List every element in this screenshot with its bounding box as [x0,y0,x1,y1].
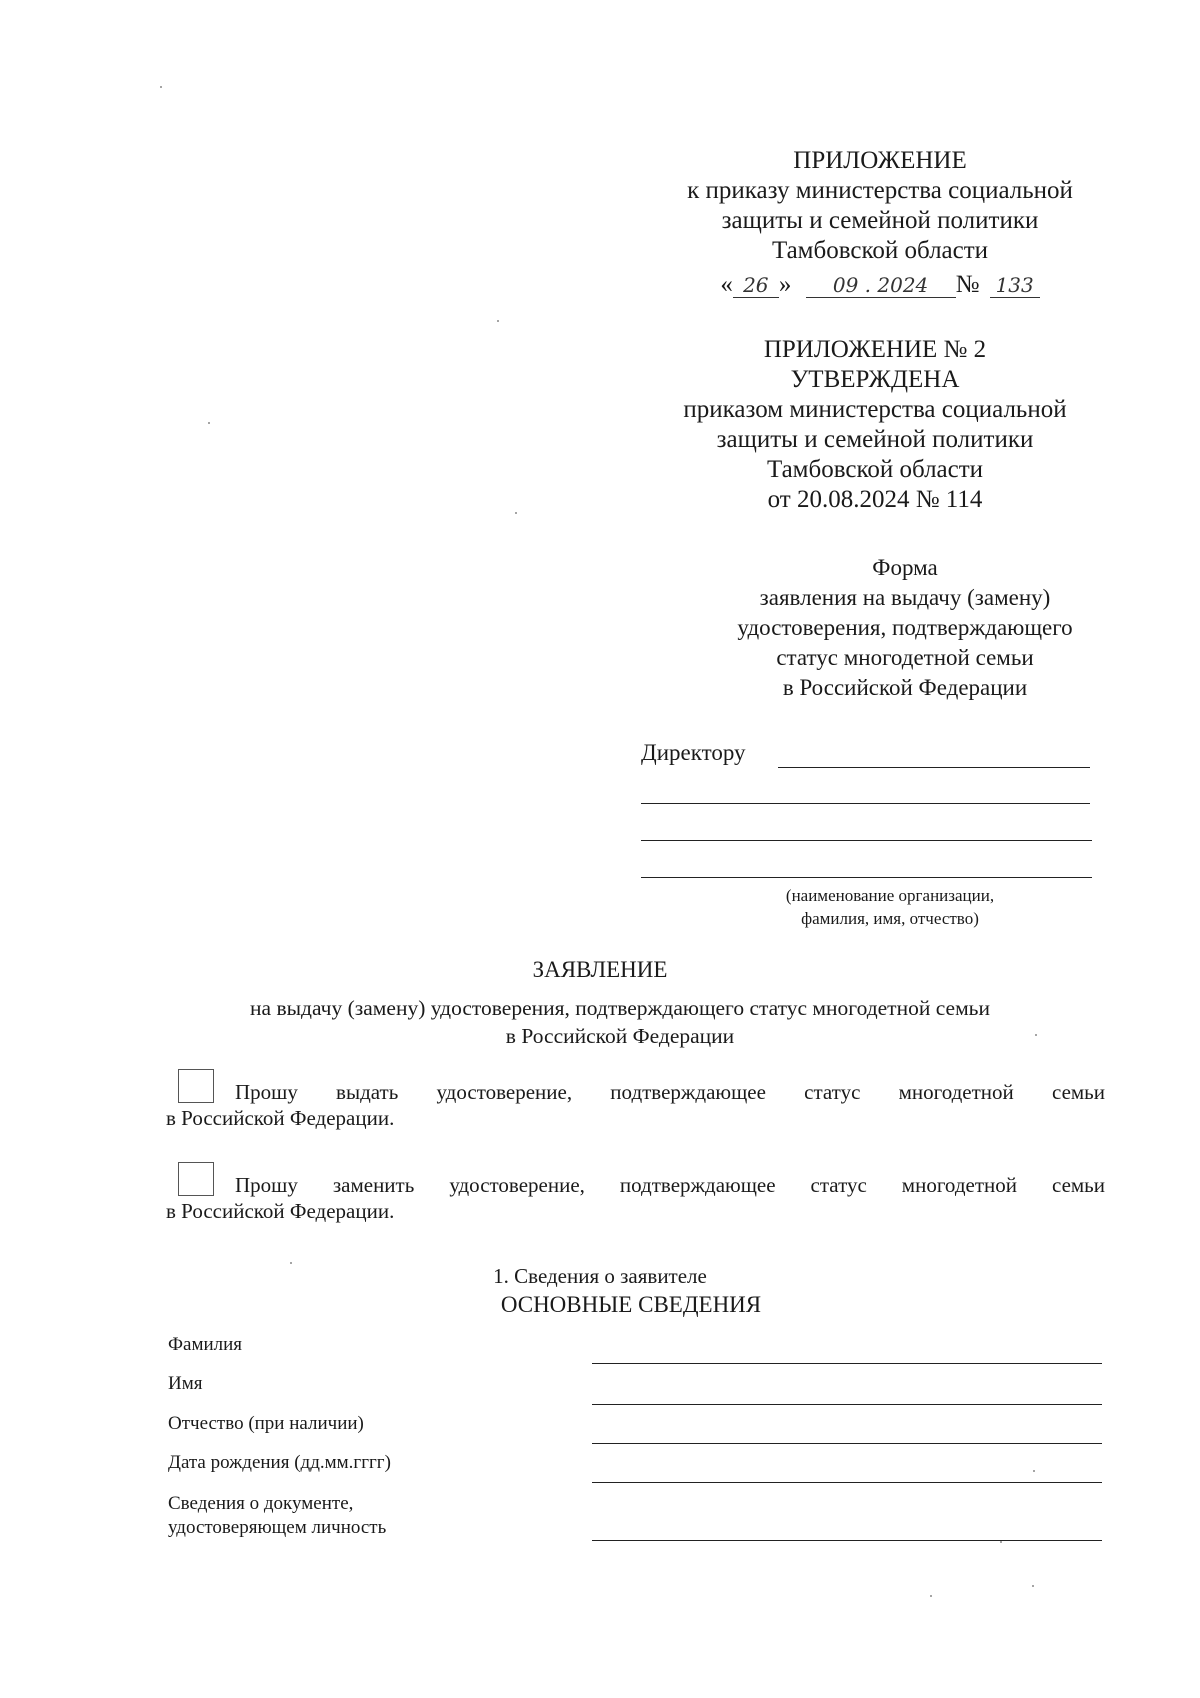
appendix2-block [620,335,1130,515]
scan-speck [1033,1470,1035,1472]
field-label-id-document-line: удостоверяющем личность [168,1517,387,1538]
issue-option-text: Прошу выдать удостоверение, подтверждающее статус многодетной семьи [235,1080,1105,1104]
form-caption-line: Форма [872,555,938,580]
addressee-field-line[interactable] [641,840,1092,841]
date-close-quote: » [778,271,792,298]
scan-speck [1000,1541,1002,1543]
addressee-field-line[interactable] [641,803,1090,804]
date-day: 26 [733,273,779,298]
field-label-birthdate: Дата рождения (дд.мм.гггг) [168,1452,391,1473]
appendix2-line: от 20.08.2024 № 114 [767,486,983,513]
addressee-label: Директору [641,740,746,765]
scan-speck [515,512,517,514]
appendix-title: ПРИЛОЖЕНИЕ [793,147,967,174]
replace-option-text-cont: в Российской Федерации. [166,1199,395,1223]
appendix2-line: Тамбовской области [766,456,984,483]
addressee-hint-line: фамилия, имя, отчество) [801,909,979,928]
replace-option-text: Прошу заменить удостоверение, подтверждающее статус многодетной семьи [235,1173,1105,1197]
form-caption [680,553,1130,703]
statement-subtitle-line: на выдачу (замену) удостоверения, подтверждающего статус многодетной семьи [250,996,990,1020]
appendix-line: Тамбовской области [771,237,989,264]
scan-speck [1035,1034,1037,1036]
date-month-year: 09 . 2024 [806,273,956,298]
replace-checkbox[interactable] [178,1162,214,1196]
form-caption-line: удостоверения, подтверждающего [737,615,1073,640]
scan-speck [208,422,210,424]
birthdate-input-line[interactable] [592,1482,1102,1483]
addressee-hint [730,884,1050,930]
field-label-id-document-line: Сведения о документе, [168,1493,354,1514]
scan-speck [930,1595,932,1597]
addressee-field-line[interactable] [778,767,1090,768]
statement-subtitle [150,994,1090,1050]
name-input-line[interactable] [592,1404,1102,1405]
issue-option-text-cont: в Российской Федерации. [166,1106,395,1130]
statement-title: ЗАЯВЛЕНИЕ [532,957,668,982]
form-caption-line: в Российской Федерации [782,675,1028,700]
form-caption-line: заявления на выдачу (замену) [759,585,1051,610]
field-label-id-document [168,1492,386,1540]
date-open-quote: « [720,271,733,298]
section1-title: 1. Сведения о заявителе [493,1264,707,1288]
number-sign: № [955,271,980,298]
scan-speck [160,86,162,88]
appendix-date-line [620,270,1140,300]
scan-speck [497,320,499,322]
surname-input-line[interactable] [592,1363,1102,1364]
id-document-input-line[interactable] [592,1540,1102,1541]
appendix2-approved: УТВЕРЖДЕНА [790,366,960,393]
appendix2-title: ПРИЛОЖЕНИЕ № 2 [763,336,987,363]
scan-speck [290,1262,292,1264]
appendix2-line: защиты и семейной политики [716,426,1034,453]
scan-speck [1032,1585,1034,1587]
field-label-surname: Фамилия [168,1334,243,1355]
order-number: 133 [990,273,1040,298]
appendix2-line: приказом министерства социальной [683,396,1067,423]
form-caption-line: статус многодетной семьи [776,645,1034,670]
statement-subtitle-line: в Российской Федерации [505,1024,735,1048]
appendix-block [620,146,1140,300]
addressee-field-line[interactable] [641,877,1092,878]
issue-checkbox[interactable] [178,1069,214,1103]
field-label-patronymic: Отчество (при наличии) [168,1413,364,1434]
section1-subtitle: ОСНОВНЫЕ СВЕДЕНИЯ [500,1292,762,1317]
field-label-name: Имя [168,1373,203,1394]
appendix-line: к приказу министерства социальной [687,177,1073,204]
appendix-line: защиты и семейной политики [721,207,1039,234]
patronymic-input-line[interactable] [592,1443,1102,1444]
addressee-hint-line: (наименование организации, [785,886,995,905]
